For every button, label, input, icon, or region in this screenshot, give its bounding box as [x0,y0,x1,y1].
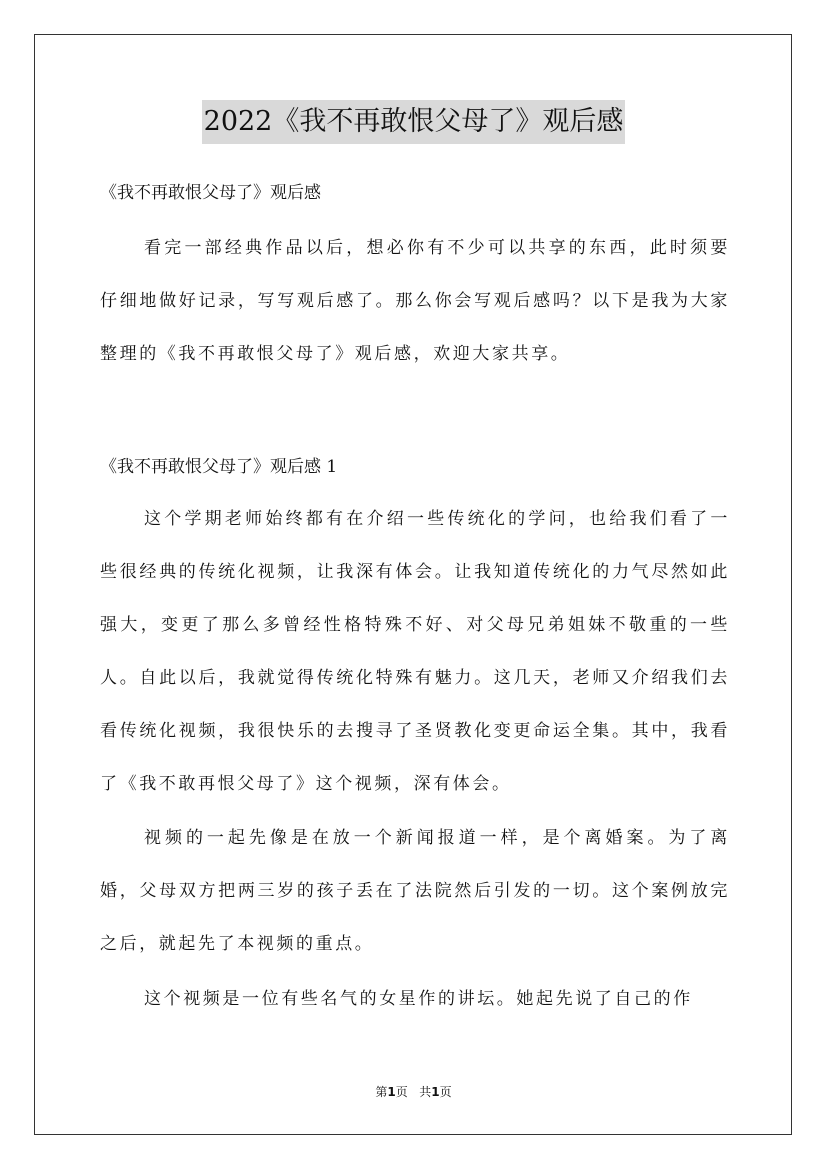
section-heading: 《我不再敢恨父母了》观后感 1 [100,457,338,477]
footer-page-suffix: 页 [395,1085,408,1099]
document-subtitle: 《我不再敢恨父母了》观后感 [100,183,321,203]
footer-page-total: 1 [431,1085,440,1099]
footer-page-prefix: 第 [375,1085,388,1099]
document-title: 2022《我不再敢恨父母了》观后感 [202,100,626,144]
body-paragraph-1: 这个学期老师始终都有在介绍一些传统化的学问，也给我们看了一些很经典的传统化视频，让我深有体会。让我知道传统化的力气尽然如此强大，变更了那么多曾经性格特殊不好、对父母兄弟姐妹不敬重的一些人。自此以后，我就觉得传统化特殊有魅力。这几天，老师又介绍我们去看传统化视频，我很快乐的去搜寻了圣贤教化变更命运全集。其中，我看了《我不敢再恨父母了》这个视频，深有体会。 [100,509,730,794]
intro-paragraph: 看完一部经典作品以后，想必你有不少可以共享的东西，此时须要仔细地做好记录，写写观后感了。那么你会写观后感吗？以下是我为大家整理的《我不再敢恨父母了》观后感，欢迎大家共享。 [100,238,730,364]
page-footer [0,1082,827,1102]
footer-total-prefix: 共 [419,1085,432,1099]
footer-total-suffix: 页 [439,1085,452,1099]
footer-page-current: 1 [387,1085,396,1099]
body-paragraph-3: 这个视频是一位有些名气的女星作的讲坛。她起先说了自己的作 [144,989,693,1009]
title-wrap [0,100,827,144]
body-paragraph-2: 视频的一起先像是在放一个新闻报道一样，是个离婚案。为了离婚，父母双方把两三岁的孩子丢在了法院然后引发的一切。这个案例放完之后，就起先了本视频的重点。 [100,828,730,954]
